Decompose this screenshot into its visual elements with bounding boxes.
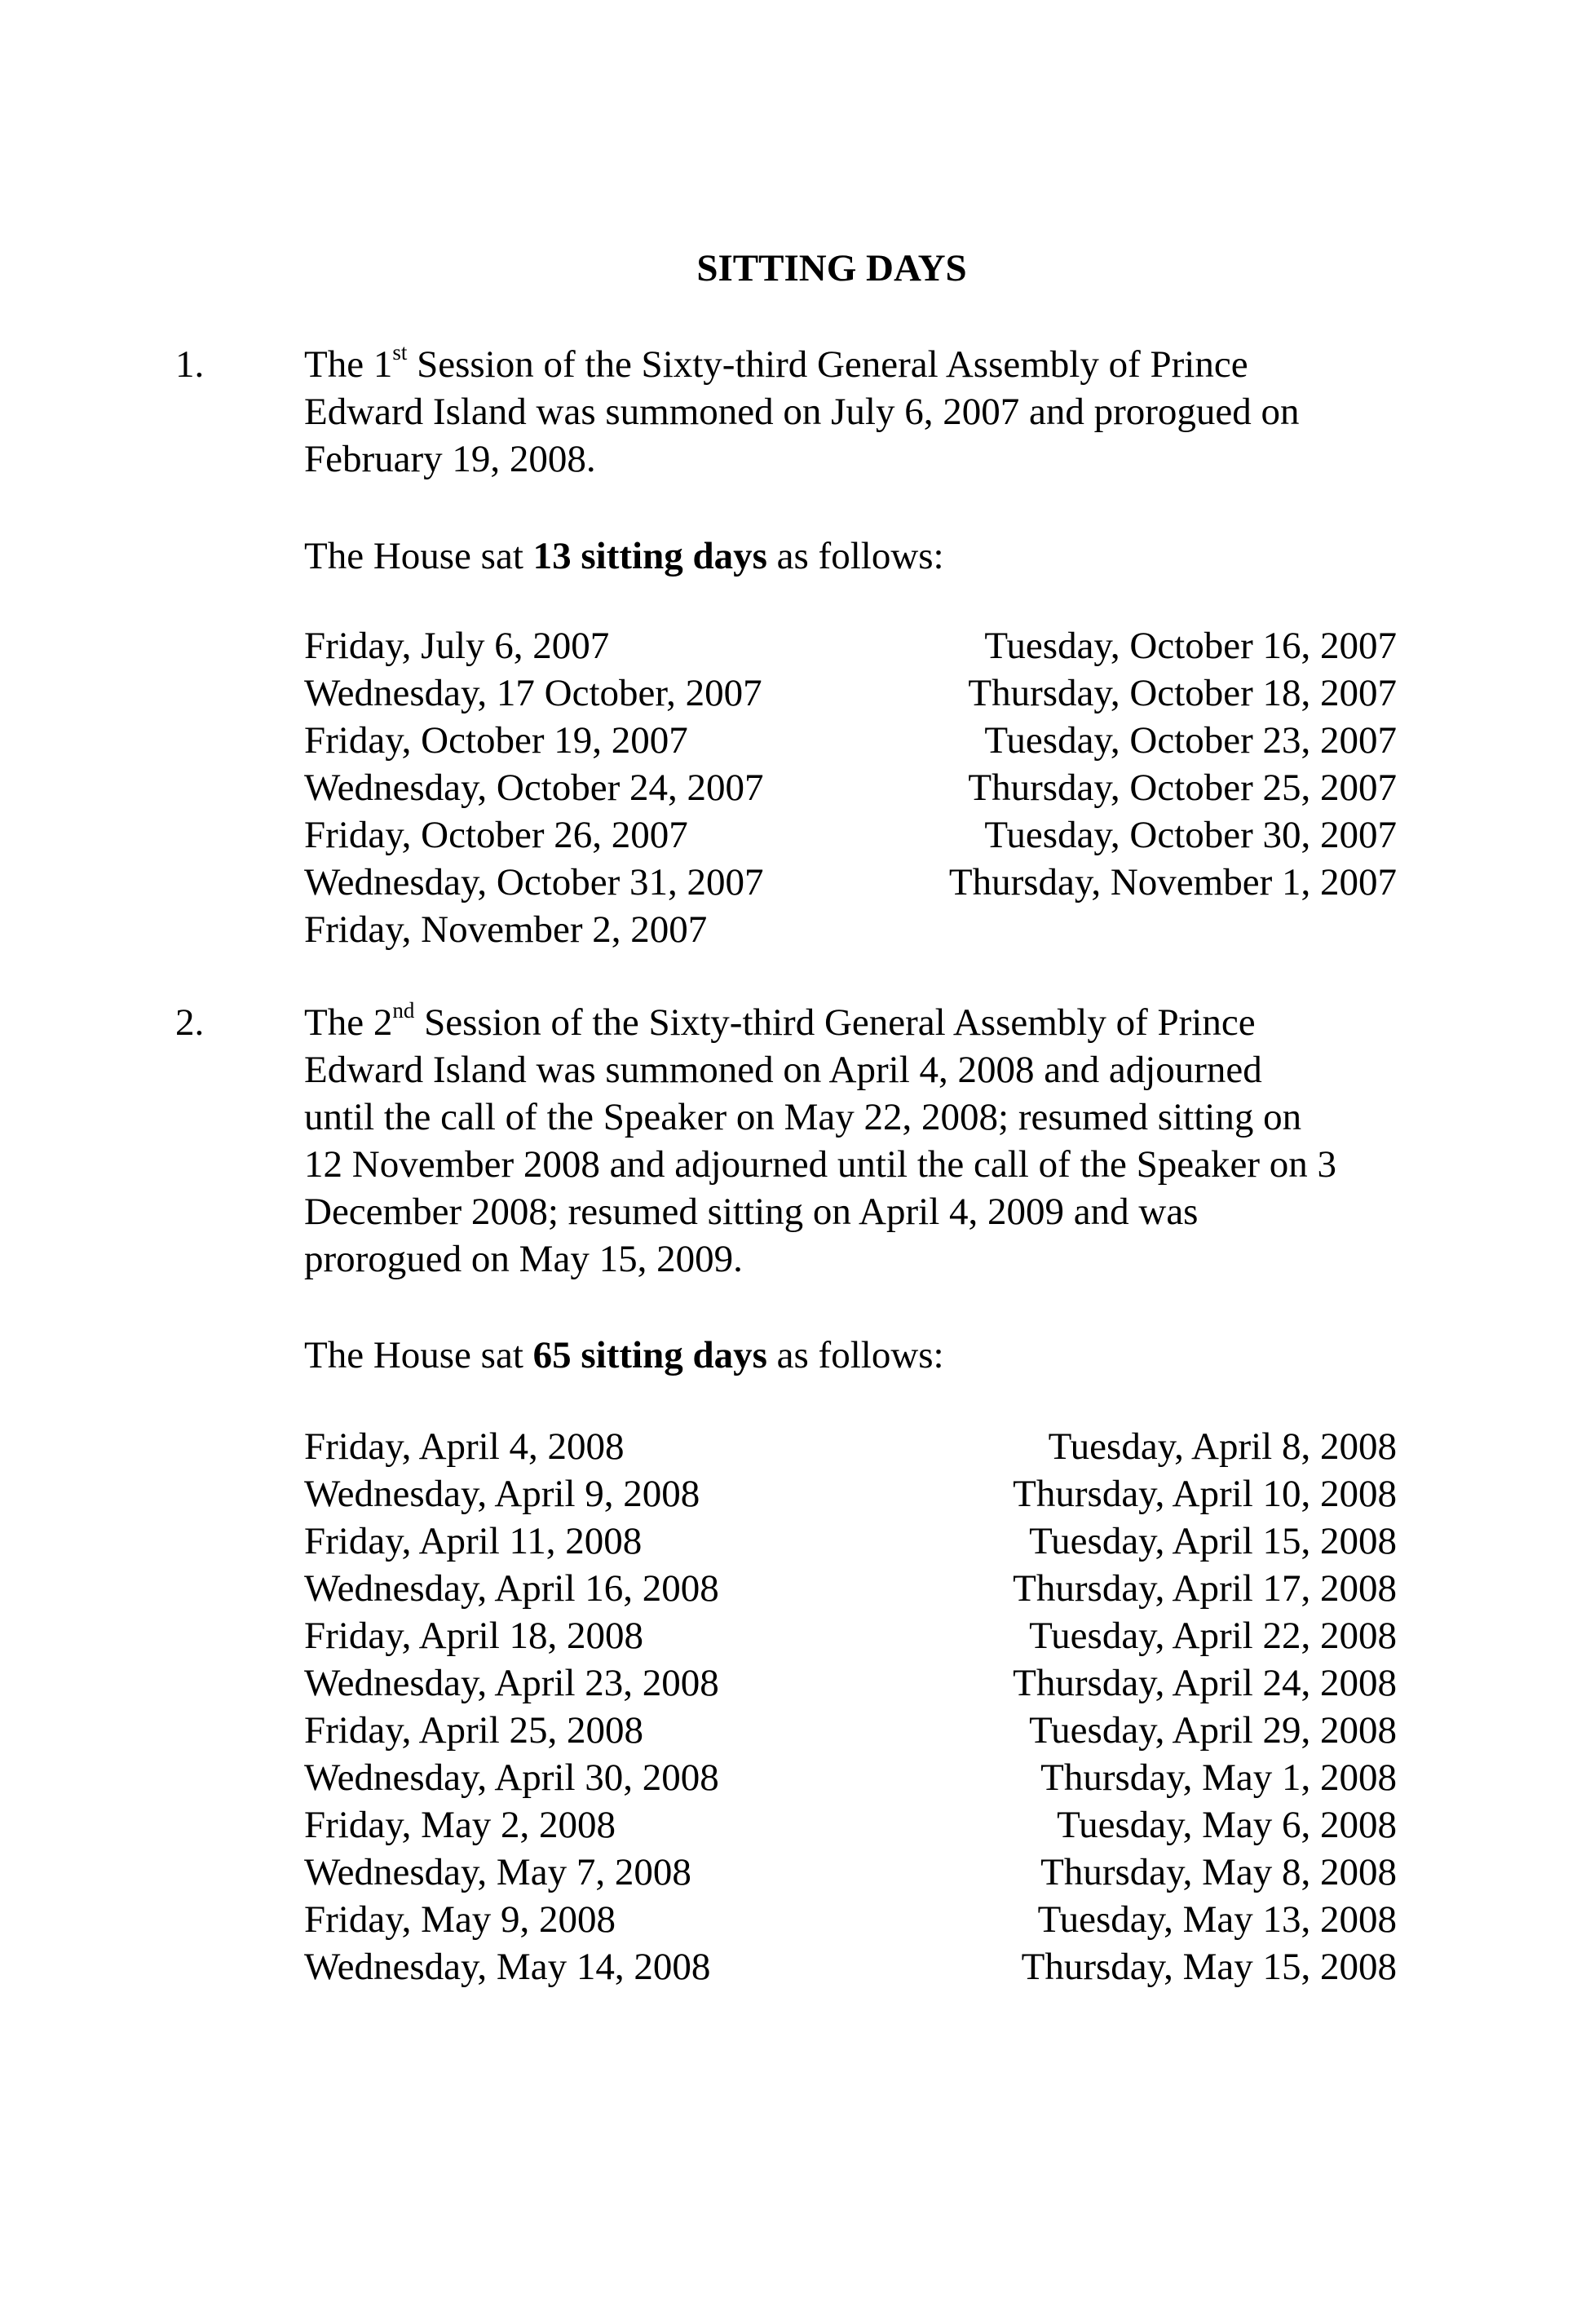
item-number: 1.	[175, 343, 205, 386]
sitting-day-left: Wednesday, April 23, 2008	[304, 1662, 719, 1704]
sitting-day-right: Thursday, October 25, 2007	[968, 767, 1397, 809]
sitting-day-row	[304, 1423, 1397, 1470]
sitting-day-right: Tuesday, April 22, 2008	[1029, 1615, 1397, 1657]
paragraph-text: Session of the Sixty-third General Assembly of Prince	[407, 343, 1248, 386]
sitting-day-row	[304, 1943, 1397, 1990]
sitting-day-left: Friday, October 19, 2007	[304, 719, 688, 762]
sitting-day-left: Wednesday, October 24, 2007	[304, 767, 764, 809]
ordinal-number: 1	[373, 343, 393, 386]
summary-text: as follows:	[766, 535, 944, 577]
session-2-summary	[304, 1332, 944, 1379]
sitting-day-row	[304, 1754, 1397, 1801]
sitting-day-left: Friday, November 2, 2007	[304, 908, 708, 951]
page-title: SITTING DAYS	[696, 247, 967, 289]
sitting-day-right: Tuesday, October 23, 2007	[984, 719, 1397, 762]
summary-text: The House sat	[304, 1334, 533, 1376]
sitting-day-left: Friday, May 9, 2008	[304, 1898, 616, 1941]
sitting-day-right: Thursday, April 24, 2008	[1013, 1662, 1397, 1704]
sitting-day-left: Wednesday, April 9, 2008	[304, 1473, 700, 1515]
summary-count: 13 sitting days	[532, 535, 767, 577]
paragraph-line: February 19, 2008.	[304, 438, 596, 480]
sitting-day-right: Thursday, May 15, 2008	[1021, 1946, 1397, 1988]
ordinal-number: 2	[373, 1001, 393, 1044]
paragraph-text: Session of the Sixty-third General Assembly of Prince	[414, 1001, 1256, 1044]
sitting-day-row	[304, 811, 1397, 859]
sitting-day-left: Friday, May 2, 2008	[304, 1804, 616, 1846]
sitting-day-right: Tuesday, May 13, 2008	[1037, 1898, 1397, 1941]
sitting-day-left: Friday, July 6, 2007	[304, 625, 610, 667]
sitting-day-left: Wednesday, April 16, 2008	[304, 1567, 719, 1610]
sitting-day-row	[304, 859, 1397, 906]
sitting-day-right: Tuesday, April 15, 2008	[1029, 1520, 1397, 1562]
sitting-day-row	[304, 1612, 1397, 1659]
session-1-summary	[304, 532, 944, 580]
ordinal-suffix: st	[392, 340, 408, 365]
sitting-day-left: Friday, April 4, 2008	[304, 1425, 625, 1468]
paragraph-line: Edward Island was summoned on July 6, 2007 and prorogued on	[304, 391, 1300, 433]
sitting-day-row	[304, 906, 1397, 953]
sitting-day-right: Tuesday, April 29, 2008	[1029, 1709, 1397, 1752]
sitting-day-left: Friday, October 26, 2007	[304, 814, 688, 856]
ordinal-suffix: nd	[392, 998, 415, 1023]
summary-text: as follows:	[766, 1334, 944, 1376]
paragraph-line: Edward Island was summoned on April 4, 2008 and adjourned	[304, 1049, 1262, 1091]
paragraph-line: December 2008; resumed sitting on April 4, 2009 and was	[304, 1191, 1199, 1233]
sitting-day-right: Thursday, April 17, 2008	[1013, 1567, 1397, 1610]
paragraph-line: prorogued on May 15, 2009.	[304, 1238, 743, 1280]
sitting-day-row	[304, 1565, 1397, 1612]
sitting-day-left: Wednesday, October 31, 2007	[304, 861, 764, 904]
sitting-day-right: Tuesday, October 16, 2007	[984, 625, 1397, 667]
paragraph-line: until the call of the Speaker on May 22, 2008; resumed sitting on	[304, 1096, 1302, 1138]
summary-count: 65 sitting days	[532, 1334, 767, 1376]
session-1-days	[304, 622, 1397, 953]
sitting-day-left: Friday, April 18, 2008	[304, 1615, 644, 1657]
session-1-paragraph	[304, 341, 1413, 483]
sitting-day-left: Wednesday, May 14, 2008	[304, 1946, 711, 1988]
sitting-day-left: Wednesday, May 7, 2008	[304, 1851, 691, 1893]
sitting-day-left: Wednesday, April 30, 2008	[304, 1756, 719, 1799]
sitting-day-row	[304, 1659, 1397, 1707]
sitting-day-right: Tuesday, May 6, 2008	[1057, 1804, 1397, 1846]
sitting-day-row	[304, 1707, 1397, 1754]
paragraph-line: 12 November 2008 and adjourned until the call of the Speaker on 3	[304, 1143, 1337, 1186]
sitting-day-row	[304, 1896, 1397, 1943]
sitting-day-row	[304, 1470, 1397, 1518]
sitting-day-right: Thursday, November 1, 2007	[948, 861, 1397, 904]
sitting-day-row	[304, 1518, 1397, 1565]
item-number: 2.	[175, 1001, 205, 1044]
sitting-day-right: Tuesday, October 30, 2007	[984, 814, 1397, 856]
paragraph-line: The 1st Session of the Sixty-third General Assembly of Prince	[304, 340, 1248, 386]
session-2-days	[304, 1423, 1397, 1990]
sitting-day-row	[304, 717, 1397, 764]
sitting-day-right: Thursday, May 8, 2008	[1040, 1851, 1397, 1893]
sitting-day-row	[304, 622, 1397, 669]
session-2-paragraph	[304, 999, 1413, 1283]
sitting-day-right: Thursday, October 18, 2007	[968, 672, 1397, 714]
sitting-day-right: Thursday, May 1, 2008	[1040, 1756, 1397, 1799]
sitting-day-left: Friday, April 11, 2008	[304, 1520, 643, 1562]
paragraph-line: The 2nd Session of the Sixty-third General Assembly of Prince	[304, 998, 1256, 1044]
sitting-day-right: Tuesday, April 8, 2008	[1048, 1425, 1397, 1468]
summary-text: The House sat	[304, 535, 533, 577]
sitting-day-left: Friday, April 25, 2008	[304, 1709, 644, 1752]
sitting-day-row	[304, 669, 1397, 717]
sitting-day-row	[304, 764, 1397, 811]
sitting-day-row	[304, 1849, 1397, 1896]
sitting-day-row	[304, 1801, 1397, 1849]
sitting-day-right: Thursday, April 10, 2008	[1013, 1473, 1397, 1515]
sitting-day-left: Wednesday, 17 October, 2007	[304, 672, 762, 714]
